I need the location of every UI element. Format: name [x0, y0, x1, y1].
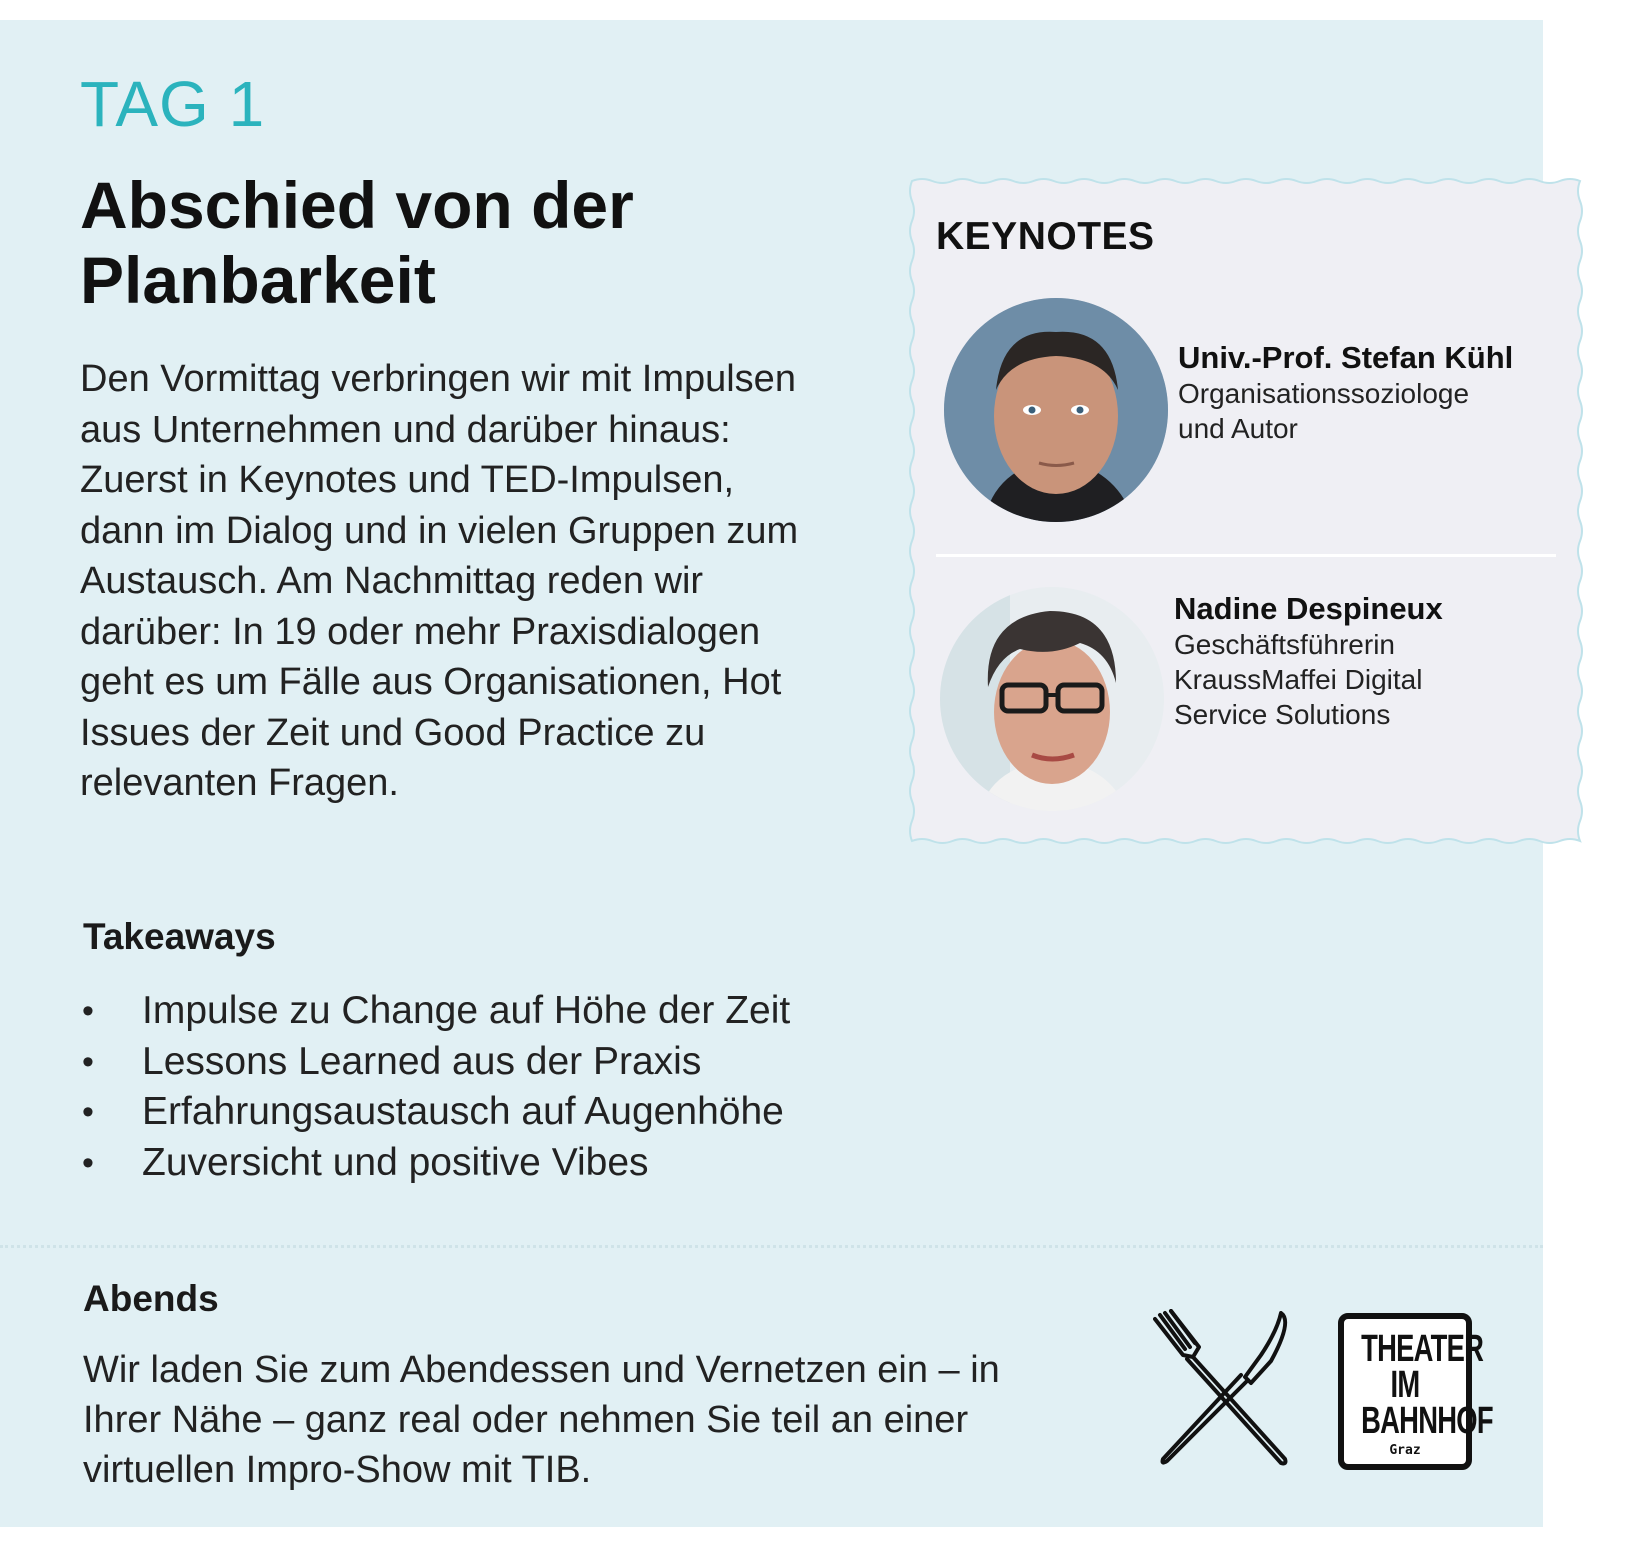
page-title: Abschied von der Planbarkeit [80, 168, 634, 317]
bullet-icon: • [82, 1042, 94, 1081]
list-item [80, 986, 790, 1037]
speaker-divider [936, 554, 1556, 557]
logo-word: IM [1390, 1364, 1420, 1406]
theater-im-bahnhof-logo [1338, 1313, 1493, 1470]
takeaway-text: Lessons Learned aus der Praxis [142, 1039, 702, 1083]
speaker-name: Univ.-Prof. Stefan Kühl [1178, 340, 1514, 375]
takeaway-text: Impulse zu Change auf Höhe der Zeit [142, 989, 791, 1032]
speaker-role: Geschäftsführerin KraussMaffei Digital Service Solutions [1174, 629, 1423, 730]
speaker-photo-despineux [940, 587, 1164, 811]
keynotes-title: KEYNOTES [936, 215, 1155, 258]
bullet-icon: • [82, 992, 94, 1030]
keynotes-card [906, 175, 1586, 847]
section-divider [0, 1245, 1543, 1248]
evening-heading: Abends [83, 1278, 219, 1319]
list-item [80, 1087, 790, 1138]
takeaway-text: Zuversicht und positive Vibes [142, 1140, 649, 1184]
logo-word: BAHNHOF [1361, 1400, 1493, 1442]
speaker-name: Nadine Despineux [1174, 591, 1443, 626]
list-item [80, 1138, 790, 1189]
cutlery-icon [1153, 1309, 1293, 1469]
evening-text: Wir laden Sie zum Abendessen und Vernetzen ein – in Ihrer Nähe – ganz real oder nehmen Sie teil an einer virtuellen Impro-Show mit TIB. [83, 1349, 1000, 1491]
bullet-icon: • [82, 1093, 94, 1131]
takeaways-heading: Takeaways [83, 916, 276, 957]
speaker-role: Organisationssoziologe und Autor [1178, 378, 1470, 444]
day-label: TAG 1 [80, 68, 266, 140]
logo-word: THEATER [1361, 1328, 1484, 1370]
bullet-icon: • [82, 1143, 94, 1182]
takeaway-text: Erfahrungsaustausch auf Augenhöhe [142, 1090, 784, 1133]
list-item [80, 1037, 790, 1088]
intro-paragraph: Den Vormittag verbringen wir mit Impulsen aus Unternehmen und darüber hinaus: Zuerst in Keynotes und TED-Impulsen, dann im Dialog und in vielen Gruppen zum Austausch. Am Nachmittag reden wir darüber: In 19 oder mehr Praxisdialogen geht es um Fälle aus Organisationen, Hot Issues der Zeit und Good Practice zu relevanten Fragen. [80, 358, 799, 804]
speaker-photo-kuehl [944, 298, 1168, 522]
takeaways-list [80, 986, 790, 1188]
logo-word: Graz [1389, 1443, 1421, 1458]
